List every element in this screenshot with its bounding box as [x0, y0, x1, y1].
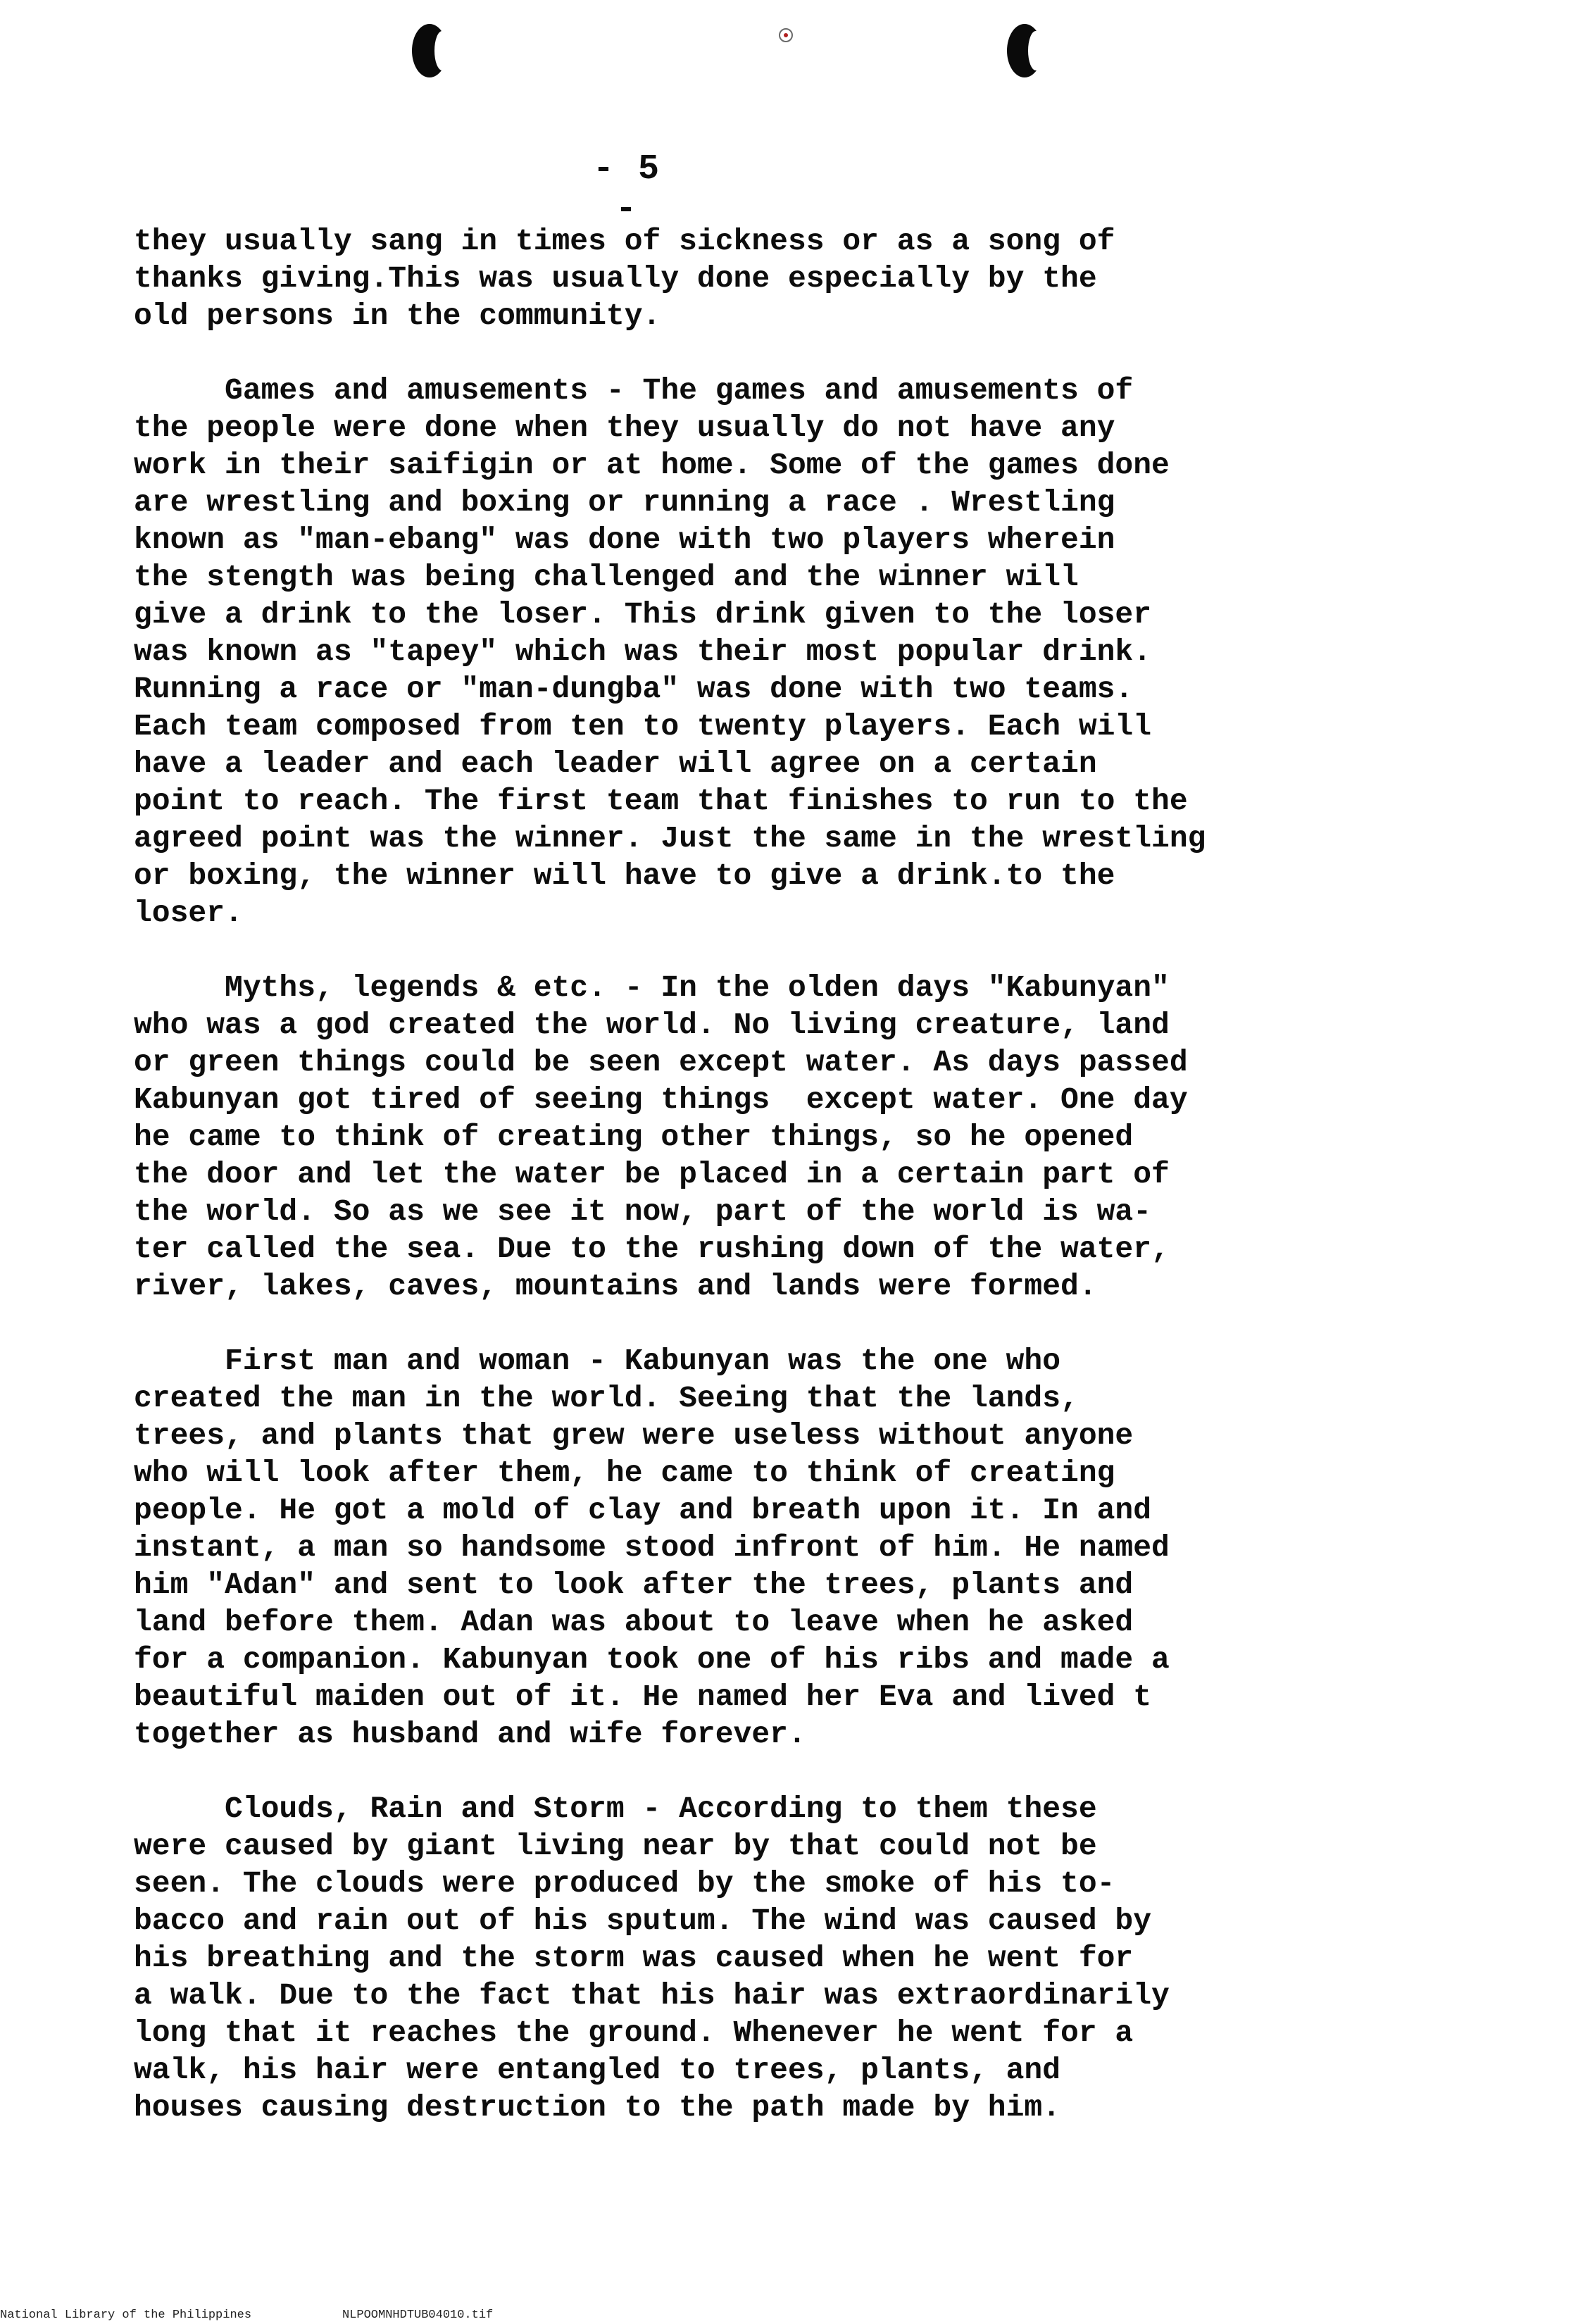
paragraph-gap [134, 1753, 1458, 1790]
text-line: people. He got a mold of clay and breath upon it. In and [134, 1493, 1152, 1528]
text-line: bacco and rain out of his sputum. The wind was caused by [134, 1904, 1152, 1938]
text-line: him "Adan" and sent to look after the trees, plants and [134, 1568, 1134, 1602]
text-line: instant, a man so handsome stood infront of him. He named [134, 1530, 1170, 1565]
text-line: trees, and plants that grew were useless without anyone [134, 1418, 1134, 1453]
text-line: created the man in the world. Seeing that the lands, [134, 1381, 1079, 1416]
document-body [134, 223, 1458, 2126]
paragraph-gap [134, 1305, 1458, 1342]
text-line: Myths, legends & etc. - In the olden days "Kabunyan" [134, 970, 1170, 1005]
paragraph-gap [134, 335, 1458, 372]
text-line: are wrestling and boxing or running a race . Wrestling [134, 485, 1115, 520]
text-line: who was a god created the world. No living creature, land [134, 1008, 1170, 1042]
paragraph [134, 1790, 1458, 2126]
punch-hole-right [1007, 24, 1042, 77]
text-line: they usually sang in times of sickness or as a song of [134, 224, 1115, 258]
text-line: river, lakes, caves, mountains and lands were formed. [134, 1269, 1097, 1304]
text-line: give a drink to the loser. This drink given to the loser [134, 597, 1152, 632]
footer-source: National Library of the Philippines [0, 2309, 252, 2322]
text-line: Kabunyan got tired of seeing things except water. One day [134, 1082, 1188, 1117]
text-line: loser. [134, 896, 243, 930]
text-line: walk, his hair were entangled to trees, plants, and [134, 2053, 1061, 2087]
text-line: a walk. Due to the fact that his hair was extraordinarily [134, 1978, 1170, 2013]
text-line: or boxing, the winner will have to give a drink.to the [134, 858, 1115, 893]
text-line: houses causing destruction to the path made by him. [134, 2090, 1061, 2125]
paragraph [134, 223, 1458, 335]
text-line: Running a race or "man-dungba" was done with two teams. [134, 672, 1134, 706]
paragraph [134, 969, 1458, 1305]
text-line: old persons in the community. [134, 299, 661, 333]
seal-mark-icon [779, 28, 793, 42]
text-line: he came to think of creating other things, so he opened [134, 1120, 1134, 1154]
paragraph-gap [134, 932, 1458, 969]
paragraph [134, 1342, 1458, 1753]
text-line: ter called the sea. Due to the rushing down of the water, [134, 1232, 1170, 1266]
text-line: thanks giving.This was usually done especially by the [134, 261, 1097, 296]
page-number: - 5 - [592, 149, 661, 230]
text-line: Clouds, Rain and Storm - According to them these [134, 1792, 1097, 1826]
text-line: the stength was being challenged and the winner will [134, 560, 1079, 594]
text-line: Games and amusements - The games and amusements of [134, 373, 1134, 408]
text-line: for a companion. Kabunyan took one of his ribs and made a [134, 1642, 1170, 1677]
text-line: agreed point was the winner. Just the same in the wrestling [134, 821, 1206, 856]
text-line: work in their saifigin or at home. Some of the games done [134, 448, 1170, 482]
text-line: the world. So as we see it now, part of the world is wa- [134, 1194, 1152, 1229]
text-line: the door and let the water be placed in a certain part of [134, 1157, 1170, 1192]
punch-hole-left [412, 24, 447, 77]
text-line: known as "man-ebang" was done with two players wherein [134, 523, 1115, 557]
text-line: beautiful maiden out of it. He named her Eva and lived t [134, 1680, 1152, 1714]
text-line: was known as "tapey" which was their most popular drink. [134, 635, 1152, 669]
text-line: together as husband and wife forever. [134, 1717, 806, 1751]
text-line: First man and woman - Kabunyan was the one who [134, 1344, 1061, 1378]
text-line: his breathing and the storm was caused when he went for [134, 1941, 1134, 1975]
text-line: the people were done when they usually do not have any [134, 411, 1115, 445]
text-line: land before them. Adan was about to leave when he asked [134, 1605, 1134, 1639]
text-line: or green things could be seen except water. As days passed [134, 1045, 1188, 1080]
paragraph [134, 372, 1458, 932]
text-line: Each team composed from ten to twenty players. Each will [134, 709, 1152, 744]
footer-filename: NLPOOMNHDTUB04010.tif [342, 2309, 494, 2322]
text-line: seen. The clouds were produced by the smoke of his to- [134, 1866, 1115, 1901]
text-line: were caused by giant living near by that could not be [134, 1829, 1097, 1863]
text-line: point to reach. The first team that finishes to run to the [134, 784, 1188, 818]
text-line: who will look after them, he came to think of creating [134, 1456, 1115, 1490]
text-line: have a leader and each leader will agree on a certain [134, 746, 1097, 781]
text-line: long that it reaches the ground. Whenever he went for a [134, 2016, 1134, 2050]
